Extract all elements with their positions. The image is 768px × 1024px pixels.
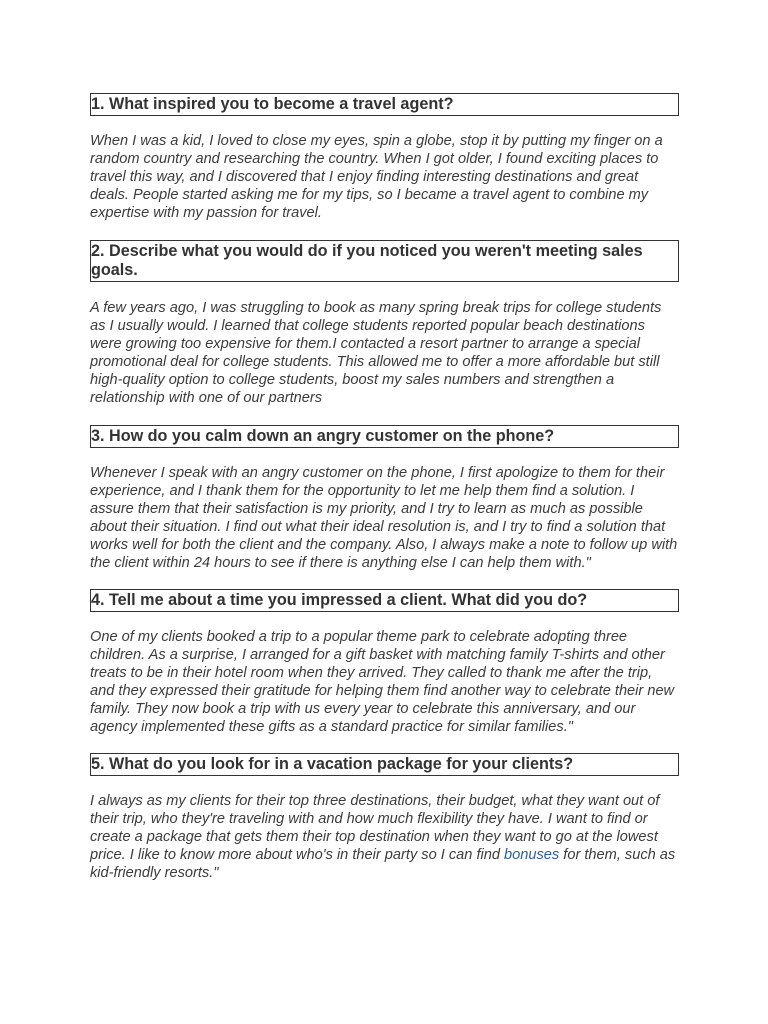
answer-text-5a: I always as my clients for their top three destinations, their budget, what they want out of their trip, who they're traveling with and how much flexibility they have. I want to find or create a package that gets them their top destination when they want to go at the lowest price. I like to know more about who's in their party so I can find: [90, 793, 660, 863]
answer-paragraph-3: Whenever I speak with an angry customer on the phone, I first apologize to them for their experience, and I thank them for the opportunity to let me help them find a solution. I assure them that their satisfaction is my priority, and I try to learn as much as possible about their situation. I find out what their ideal resolution is, and I try to find a solution that works well for both the client and the company. Also, I always make a note to follow up with the client within 24 hours to see if there is anything else I can help them with.": [90, 465, 678, 571]
qa-section-1: [90, 93, 679, 222]
question-heading-4: [90, 589, 679, 612]
answer-paragraph-5: [90, 792, 679, 882]
document-page: [90, 93, 679, 882]
question-heading-1: [90, 93, 679, 116]
question-heading-5: [90, 753, 679, 776]
question-text-2: 2. Describe what you would do if you noticed you weren't meeting sales goals.: [91, 242, 643, 279]
qa-section-4: [90, 589, 679, 736]
answer-paragraph-4: One of my clients booked a trip to a popular theme park to celebrate adopting three children. As a surprise, I arranged for a gift basket with matching family T-shirts and other treats to be in their hotel room when they arrived. They called to thank me after the trip, and they expressed their gratitude for helping them find another way to celebrate their new family. They now book a trip with us every year to celebrate this anniversary, and our agency implemented these gifts as a standard practice for similar families.": [90, 629, 675, 735]
qa-section-3: [90, 425, 679, 572]
bonuses-link[interactable]: bonuses: [504, 847, 560, 863]
answer-paragraph-2: A few years ago, I was struggling to book as many spring break trips for college students as I usually would. I learned that college students reported popular beach destinations were growing too expensive for them.I contacted a resort partner to arrange a special promotional deal for college students. This allowed me to offer a more affordable but still high-quality option to college students, boost my sales numbers and strengthen a relationship with one of our partners: [90, 300, 662, 406]
question-text-3: 3. How do you calm down an angry customer on the phone?: [91, 427, 555, 445]
question-heading-3: [90, 425, 679, 448]
answer-paragraph-1: When I was a kid, I loved to close my eyes, spin a globe, stop it by putting my finger on a random country and researching the country. When I got older, I found exciting places to travel this way, and I discovered that I enjoy finding interesting destinations and great deals. People started asking me for my tips, so I became a travel agent to combine my expertise with my passion for travel.: [90, 133, 663, 221]
question-text-1: 1. What inspired you to become a travel agent?: [91, 95, 454, 113]
question-heading-2: [90, 240, 679, 282]
qa-section-2: [90, 240, 679, 407]
question-text-5: 5. What do you look for in a vacation package for your clients?: [91, 755, 574, 773]
question-text-4: 4. Tell me about a time you impressed a client. What did you do?: [91, 591, 588, 609]
qa-section-5: [90, 753, 679, 882]
answer-text-5b: for them, such as kid-friendly resorts.": [90, 847, 676, 881]
